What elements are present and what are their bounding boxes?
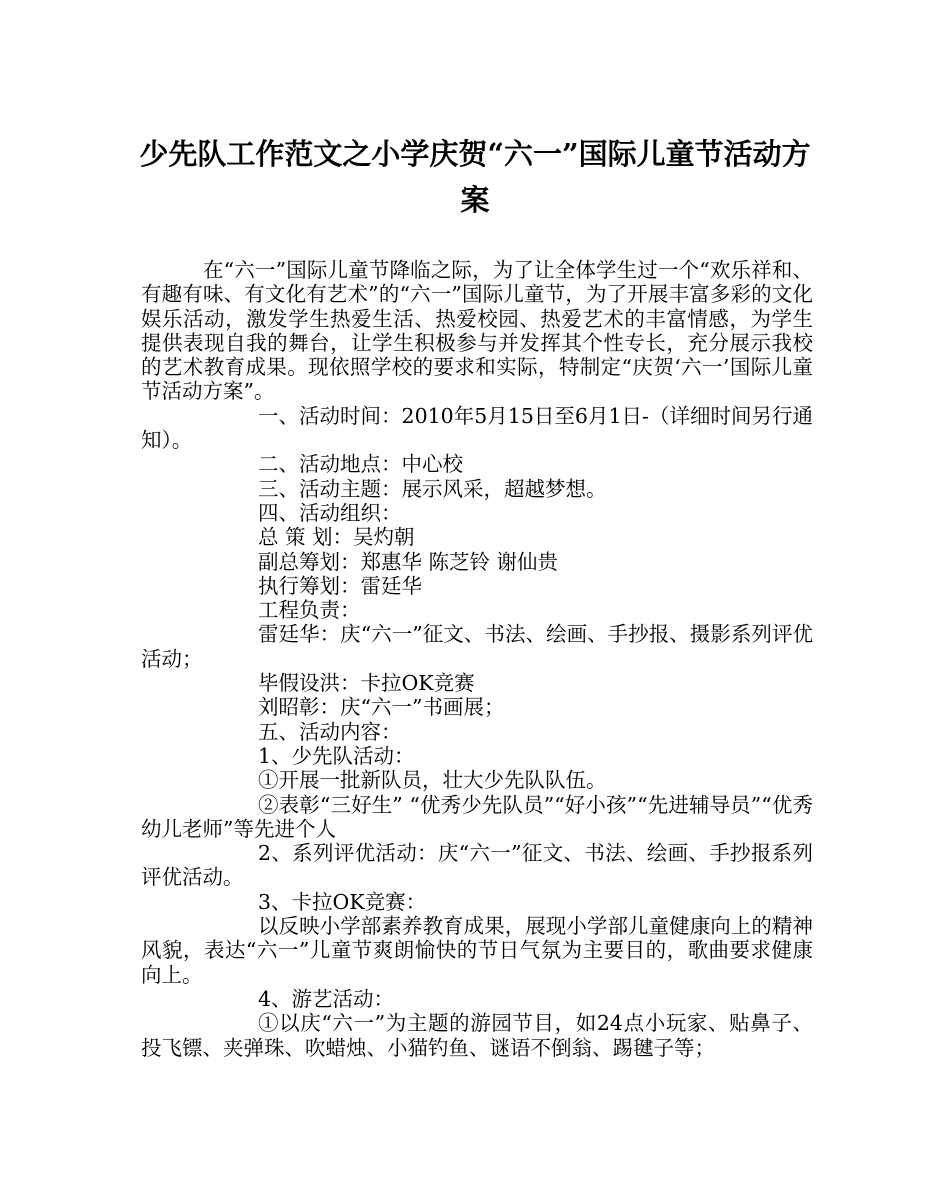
item-lead-liu: 刘昭彰：庆“六一”书画展； (258, 695, 505, 720)
item-executive-planner: 执行筹划：雷廷华 (258, 573, 422, 598)
item-lead-karaoke: 毕假设洪：卡拉OK竞赛 (258, 671, 475, 696)
item-activity-content: 五、活动内容： (258, 719, 402, 744)
item-karaoke-description: 以反映小学部素养教育成果，展现小学部儿童健康向上的精神风貌，表达“六一”儿童节爽朗愉快的节日气氛为主要目的，歌曲要求健康向上。 (141, 914, 813, 987)
intro-paragraph: 在“六一”国际儿童节降临之际，为了让全体学生过一个“欢乐祥和、有趣有味、有文化有艺术”的“六一”国际儿童节，为了开展丰富多彩的文化娱乐活动，激发学生热爱生活、热爱校园、热爱艺术的丰富情感，为学生提供表现自我的舞台，让学生积极参与并发挥其个性专长，充分展示我校的艺术教育成果。现依照学校的要求和实际，特制定“庆贺‘六一’国际儿童节活动方案”。 (141, 258, 813, 404)
page-title (135, 131, 815, 223)
item-activity-organization: 四、活动组织： (258, 500, 402, 525)
item-games-activities: 4、游艺活动： (258, 986, 395, 1011)
document-body (141, 258, 813, 1060)
item-garden-games: ①以庆“六一”为主题的游园节目，如24点小玩家、贴鼻子、投飞镖、夹弹珠、吹蜡烛、小猫钓鱼、谜语不倒翁、踢毽子等； (141, 1011, 813, 1060)
item-karaoke-contest: 3、卡拉OK竞赛： (258, 889, 427, 914)
item-lead-lei: 雷廷华：庆“六一”征文、书法、绘画、手抄报、摄影系列评优活动； (141, 622, 813, 671)
item-activity-theme: 三、活动主题：展示风采，超越梦想。 (258, 476, 607, 501)
title-line-2: 案 (460, 183, 490, 217)
item-pioneer-activities: 1、少先队活动： (258, 743, 415, 768)
item-project-leads: 工程负责： (258, 598, 361, 623)
item-deputy-planners: 副总筹划：郑惠华 陈芝铃 谢仙贵 (258, 549, 559, 574)
item-commendations: ②表彰“三好生” “优秀少先队员”“好小孩”“先进辅导员”“优秀幼儿老师”等先进个人 (141, 792, 813, 841)
item-activity-location: 二、活动地点：中心校 (258, 452, 463, 477)
item-new-members: ①开展一批新队员，壮大少先队队伍。 (258, 768, 607, 793)
item-activity-time: 一、活动时间：2010年5月15日至6月1日-（详细时间另行通知）。 (141, 403, 813, 453)
item-series-awards: 2、系列评优活动：庆“六一”征文、书法、绘画、手抄报系列评优活动。 (141, 841, 813, 890)
title-line-1: 少先队工作范文之小学庆贺“六一”国际儿童节活动方 (139, 137, 811, 171)
item-chief-planner: 总 策 划：吴灼朝 (258, 525, 415, 550)
